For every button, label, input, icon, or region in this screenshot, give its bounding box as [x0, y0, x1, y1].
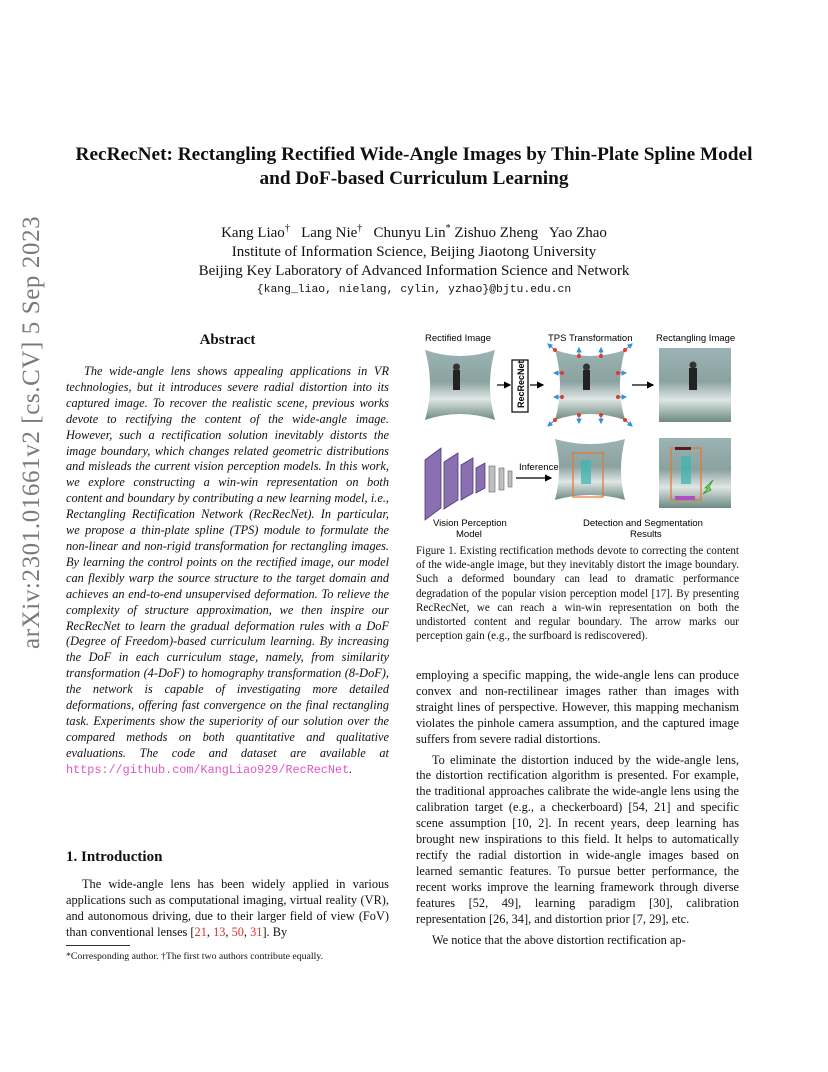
surfer-head: [690, 362, 697, 369]
label-bar: [675, 447, 691, 450]
author-mark: *: [445, 223, 451, 234]
label-vision-model: Vision Perception Model: [433, 518, 507, 540]
surfboard-mask: [675, 496, 695, 500]
figure-1-graphic: [413, 328, 743, 542]
citation[interactable]: 50: [231, 924, 244, 939]
surfer-head: [583, 364, 590, 371]
intro-text: The wide-angle lens has been widely applied in various applications such as computational imaging, virtual reality (VR), and autonomous driving, due to their larger field of view (FoV) than conventional lenses [: [66, 877, 389, 939]
author: Chunyu Lin: [373, 225, 446, 241]
intro-paragraph: The wide-angle lens has been widely applied in various applications such as computational imaging, virtual reality (VR), and autonomous driving, due to their larger field of view (FoV) than conventional lenses [21, 13, 50, 31]. By: [66, 877, 389, 939]
author-block: [60, 219, 768, 300]
author-emails: {kang_liao, nielang, cylin, yzhao}@bjtu.edu.cn: [256, 284, 572, 296]
label-recrecnet: RecRecNet: [516, 360, 526, 408]
citation[interactable]: 13: [213, 924, 226, 939]
author-mark: †: [284, 223, 290, 234]
citation[interactable]: 31: [250, 924, 263, 939]
intro-text-end: ]. By: [262, 924, 288, 939]
surfer-figure: [453, 370, 460, 390]
code-link[interactable]: https://github.com/KangLiao929/RecRecNet: [66, 762, 350, 777]
label-detection: Detection and Segmentation Results: [583, 518, 703, 540]
surfer-figure: [689, 368, 697, 390]
author-mark: †: [357, 223, 363, 234]
label-rectangling: Rectangling Image: [656, 333, 736, 344]
arxiv-identifier: arXiv:2301.01661v2 [cs.CV] 5 Sep 2023: [18, 215, 45, 649]
segmentation-mask: [581, 460, 591, 484]
label-tps: TPS Transformation: [548, 333, 633, 344]
affiliation: Beijing Key Laboratory of Advanced Information Science and Network: [198, 263, 630, 279]
author: Kang Liao: [221, 225, 285, 241]
paragraph: We notice that the above distortion rectification ap-: [432, 932, 686, 947]
right-column: [416, 668, 739, 953]
paragraph: employing a specific mapping, the wide-angle lens can produce convex and non-rectilinear images rather than images with straight lines of perspective. However, this mapping mechanism violates the pinhole camera assumption, and the captured image suffers from severe radial distortions.: [416, 668, 739, 746]
paper-title: RecRecNet: Rectangling Rectified Wide-Angle Images by Thin-Plate Spline Model and DoF-based Curriculum Learning: [75, 144, 753, 189]
abstract-heading: Abstract: [199, 332, 256, 348]
vision-model-blocks: [425, 448, 512, 520]
figure-1: [413, 328, 743, 542]
intro-heading: 1. Introduction: [66, 849, 163, 865]
author: Yao Zhao: [548, 225, 607, 241]
abstract-body: The wide-angle lens shows appealing applications in VR technologies, but it introduces severe radial distortion into its captured image. To recover the realistic scene, previous works devote to rectifying the content of the wide-angle image. However, such a rectification solution inevitably distorts the image boundary, which changes related geometric distributions and misleads the current vision perception models. In this work, we explore constructing a win-win representation on both content and boundary by contributing a new learning model, i.e., Rectangling Rectification Network (RecRecNet). In particular, we propose a thin-plate spline (TPS) module to formulate the non-linear and non-rigid transformation for rectangling images. By learning the control points on the rectified image, our model can flexibly warp the source structure to the target domain and achieves an end-to-end unsupervised deformation. To relieve the complexity of structure approximation, we then inspire our RecRecNet to learn the gradual deformation rules with a DoF (Degree of Freedom)-based curriculum learning. By increasing the DoF in each curriculum stage, namely, from similarity transformation (4-DoF) to homography transformation (8-DoF), the network is capable of investigating more detailed deformations, offering fast convergence on the final rectangling task. Experiments show the superiority of our solution over the compared methods on both quantitative and qualitative evaluations. The code and dataset are available at https://github.com/KangLiao929/RecRecNet.: [66, 364, 389, 777]
abstract-text: The wide-angle lens shows appealing applications in VR technologies, but it introduces severe radial distortion into its captured image. To recover the realistic scene, previous works devote to rectifying the content of the wide-angle image. However, such a rectification solution inevitably distorts the image boundary, which changes related geometric distributions and misleads the current vision perception models. In this work, we explore constructing a win-win representation on both content and boundary by contributing a new learning model, i.e., Rectangling Rectification Network (RecRecNet). In particular, we propose a thin-plate spline (TPS) module to formulate the non-linear and non-rigid transformation for rectangling images. By learning the control points on the rectified image, our model can flexibly warp the source structure to the target domain and achieves an end-to-end unsupervised deformation. To relieve the complexity of structure approximation, we then inspire our RecRecNet to learn the gradual deformation rules with a DoF (Degree of Freedom)-based curriculum learning. By increasing the DoF in each curriculum stage, namely, from similarity transformation (4-DoF) to homography transformation (8-DoF), the network is capable of investigating more detailed deformations, offering fast convergence on the final rectangling task. Experiments show the superiority of our solution over the compared methods on both quantitative and qualitative evaluations. The code and dataset are available at: [66, 364, 389, 760]
label-rectified: Rectified Image: [425, 333, 492, 344]
figure-1-caption: Figure 1. Existing rectification methods devote to correcting the content of the wide-angle image, but they inevitably distort the image boundary. Such a deformed boundary can lead to dramatic performance degradation of the popular vision perception model [17]. By presenting RecRecNet, we can reach a win-win representation on both the undistorted content and regular boundary. The arrow marks our perception gain (e.g., the surfboard is rediscovered).: [416, 545, 739, 643]
author-list: [60, 219, 768, 243]
affiliation: Institute of Information Science, Beijing Jiaotong University: [231, 244, 597, 260]
surfer-figure: [583, 370, 590, 390]
paragraph: To eliminate the distortion induced by the wide-angle lens, the distortion rectification algorithm is presented. For example, the traditional approaches calibrate the wide-angle lens using the calibration target (e.g., a checkerboard) [54, 21] and specific scene assumption [10, 2]. In recent years, deep learning has brought new inspirations to this field. It helps to automatically rectify the radial distortion in wide-angle images based on learned semantic features. To pursue better performance, the recent works improve the learning framework through diverse features [52, 49], learning paradigm [30], calibration representation [26, 34], and distortion prior [7, 29], etc.: [416, 752, 739, 926]
author: Lang Nie: [301, 225, 358, 241]
author: Zishuo Zheng: [454, 225, 539, 241]
footnote-rule: [66, 945, 130, 946]
label-inference: Inference: [519, 462, 559, 473]
citation[interactable]: 21: [194, 924, 207, 939]
footnote: *Corresponding author. †The first two authors contribute equally.: [66, 951, 324, 962]
segmentation-mask: [681, 456, 691, 484]
surfer-head: [453, 364, 460, 371]
